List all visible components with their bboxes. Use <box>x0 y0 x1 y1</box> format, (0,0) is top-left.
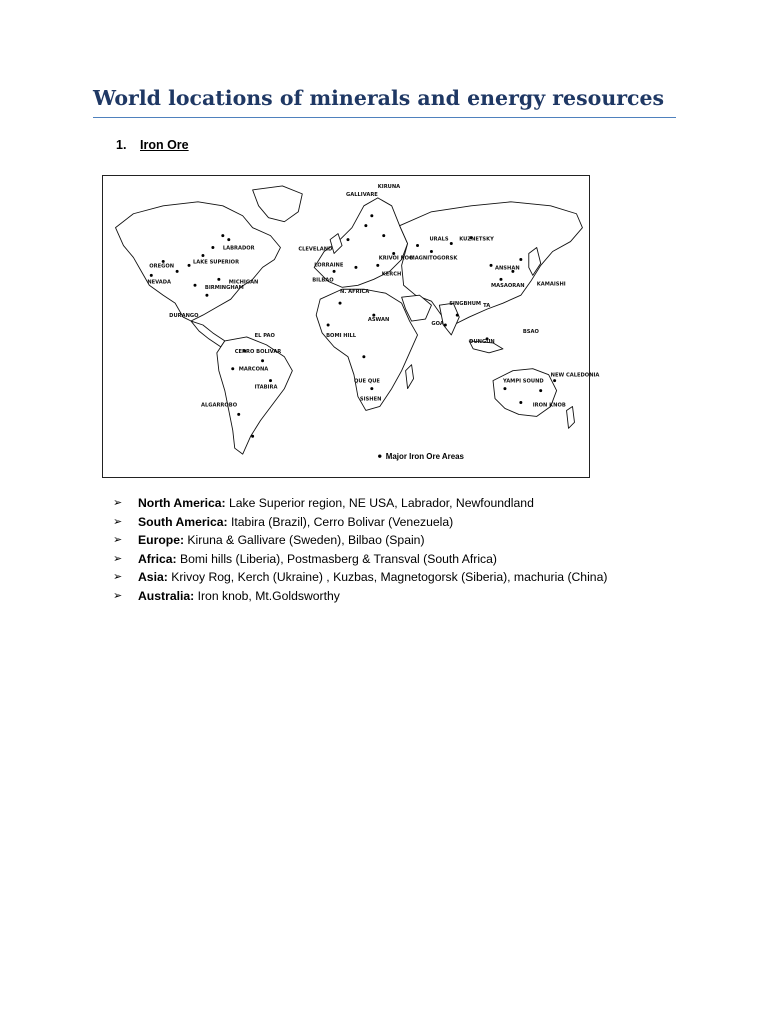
deposit-dot <box>346 238 349 241</box>
map-label-kamaishi: KAMAISHI <box>536 281 566 288</box>
list-item <box>113 568 607 587</box>
map-label-dungun: DUNGUN <box>469 338 495 345</box>
deposit-dot <box>416 244 419 247</box>
deposit-dot <box>519 401 522 404</box>
deposit-dot <box>150 274 153 277</box>
map-label-n-africa: N. AFRICA <box>340 289 370 296</box>
bullet-arrow-icon: ➢ <box>113 534 123 546</box>
deposit-dot <box>231 367 234 370</box>
list-item-region: Australia: <box>138 588 195 603</box>
deposit-dot <box>539 389 542 392</box>
deposit-dot <box>237 413 240 416</box>
map-label-new-caledonia: NEW CALEDONIA <box>550 372 600 379</box>
map-label-urals: URALS <box>429 236 449 243</box>
map-label-goa: GOA <box>431 321 444 328</box>
deposit-dot <box>269 379 272 382</box>
greenland-landmass <box>253 186 303 222</box>
map-label-birmingham: BIRMINGHAM <box>204 285 244 292</box>
map-label-taiwan: TA <box>483 303 491 310</box>
map-label-marcona: MARCONA <box>238 366 269 373</box>
deposit-dot <box>354 266 357 269</box>
map-label-anshan: ANSHAN <box>495 265 520 272</box>
deposit-dot <box>261 359 264 362</box>
list-item-region: Europe: <box>138 533 185 547</box>
map-label-krivoi-rog: KRIVOI ROG <box>378 255 414 262</box>
map-label-itabira: ITABIRA <box>254 384 278 391</box>
deposit-dot <box>362 355 365 358</box>
bullet-arrow-icon: ➢ <box>113 571 123 583</box>
map-label-gallivare: GALLIVARE <box>346 191 378 198</box>
deposit-dot <box>490 264 493 267</box>
deposit-dot <box>382 234 385 237</box>
deposit-dot <box>205 294 208 297</box>
map-label-lorraine: LORRAINE <box>314 262 344 269</box>
deposit-dot <box>188 264 191 267</box>
list-item-text: Lake Superior region, NE USA, Labrador, Newfoundland <box>225 496 534 510</box>
list-item-region: Africa: <box>138 551 177 566</box>
list-item-text: Krivoy Rog, Kerch (Ukraine) , Kuzbas, Magnetogorsk (Siberia), machuria (China) <box>167 570 608 584</box>
list-item-text: Iron knob, Mt.Goldsworthy <box>194 588 340 603</box>
map-label-sishen: SISHEN <box>359 396 382 403</box>
madagascar-landmass <box>406 365 414 389</box>
map-label-el-pao: EL PAO <box>254 332 275 339</box>
deposit-dot <box>376 264 379 267</box>
map-label-magnetogorsk: MAGNITOGORSK <box>409 255 458 262</box>
map-label-cerro-bolivar: CERRO BOLIVAR <box>234 348 282 355</box>
world-map-svg <box>103 176 600 477</box>
map-label-bilbao: BILBAO <box>312 277 334 284</box>
deposit-dot <box>217 278 220 281</box>
map-label-iron-knob: IRON KNOB <box>532 402 566 409</box>
deposit-dot <box>370 387 373 390</box>
list-item-region: South America: <box>138 514 228 529</box>
iron-ore-locations-list <box>113 494 607 605</box>
map-label-labrador: LABRADOR <box>222 245 255 252</box>
list-item <box>113 550 607 569</box>
deposit-dot <box>503 387 506 390</box>
list-item-text: Kiruna & Gallivare (Sweden), Bilbao (Spain) <box>184 533 425 547</box>
deposit-dot <box>333 270 336 273</box>
deposit-dot <box>456 314 459 317</box>
map-label-bsao: BSAO <box>522 328 539 335</box>
deposit-dot <box>430 250 433 253</box>
title-underline <box>93 117 676 118</box>
deposit-dot <box>364 224 367 227</box>
map-label-durango: DURANGO <box>169 313 199 320</box>
map-label-michigan: MICHIGAN <box>228 279 259 286</box>
deposit-dot <box>201 254 204 257</box>
list-item-region: Asia: <box>138 570 168 584</box>
map-label-kuznetsky: KUZNETSKY <box>459 236 494 243</box>
map-label-algarrobo: ALGARROBO <box>200 402 238 409</box>
map-label-lake-superior: LAKE SUPERIOR <box>193 259 240 266</box>
map-label-oregon: OREGON <box>149 263 175 270</box>
section-label: Iron Ore <box>140 138 189 152</box>
deposit-dot <box>553 379 556 382</box>
map-label-masaoiran: MASAORAN <box>491 283 525 290</box>
map-label-cleveland: CLEVELAND <box>298 246 333 253</box>
australia-landmass <box>493 369 557 417</box>
map-label-kiruna: KIRUNA <box>377 183 401 190</box>
list-item-region: North America: <box>138 496 226 510</box>
list-item <box>113 587 607 606</box>
list-item <box>113 513 607 532</box>
map-label-aswan: ASWAN <box>367 317 390 324</box>
section-number: 1. <box>116 138 127 152</box>
deposit-dot <box>444 324 447 327</box>
map-label-bomi-hill: BOMI HILL <box>326 332 357 339</box>
deposit-dot <box>370 214 373 217</box>
bullet-arrow-icon: ➢ <box>113 552 123 565</box>
deposit-dot <box>227 238 230 241</box>
map-label-nevada: NEVADA <box>147 279 172 286</box>
map-label-que-que: QUE QUE <box>353 378 380 385</box>
deposit-dot <box>211 246 214 249</box>
deposit-dot <box>519 258 522 261</box>
deposit-dot <box>499 278 502 281</box>
deposit-dot <box>251 435 254 438</box>
map-label-singbhum: SINGBHUM <box>449 301 482 308</box>
map-legend-label: Major Iron Ore Areas <box>385 452 464 462</box>
map-label-kerch: KERCH <box>381 271 402 278</box>
list-item <box>113 494 607 513</box>
deposit-dot <box>194 284 197 287</box>
legend-dot <box>378 454 381 457</box>
page-title: World locations of minerals and energy resources <box>93 86 665 110</box>
iron-ore-world-map <box>102 175 600 478</box>
africa-landmass <box>316 289 417 410</box>
bullet-arrow-icon: ➢ <box>113 589 123 602</box>
deposit-dot <box>450 242 453 245</box>
deposit-dot <box>327 324 330 327</box>
new-zealand-landmass <box>567 406 575 428</box>
deposit-dot <box>221 234 224 237</box>
map-label-yampi-sound: YAMPI SOUND <box>502 378 544 385</box>
deposit-dot <box>339 302 342 305</box>
bullet-arrow-icon: ➢ <box>113 515 123 528</box>
deposit-dot <box>176 270 179 273</box>
list-item-text: Itabira (Brazil), Cerro Bolivar (Venezuela) <box>227 514 454 529</box>
bullet-arrow-icon: ➢ <box>113 497 123 509</box>
central-america-landmass <box>191 321 225 347</box>
section-heading <box>116 138 189 152</box>
list-item-text: Bomi hills (Liberia), Postmasberg & Transval (South Africa) <box>176 551 497 566</box>
list-item <box>113 531 607 550</box>
